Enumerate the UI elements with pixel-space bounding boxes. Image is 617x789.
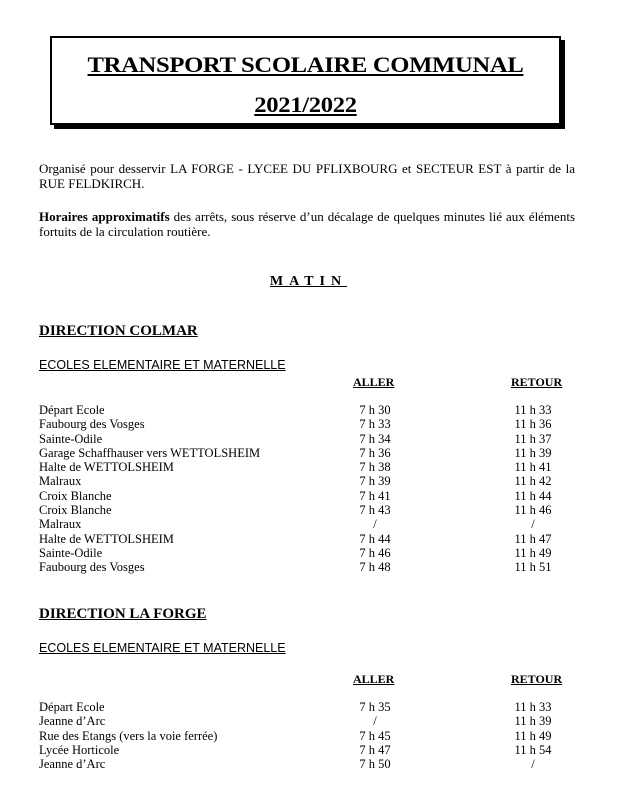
table-row xyxy=(0,503,617,517)
aller-header: ALLER xyxy=(353,672,395,686)
retour-time: 11 h 36 xyxy=(514,417,552,432)
retour-time: 11 h 49 xyxy=(514,545,552,560)
schedule-table-laforge xyxy=(0,700,617,771)
document-title: TRANSPORT SCOLAIRE COMMUNAL xyxy=(87,52,524,77)
direction-subtitle: ECOLES ELEMENTAIRE ET MATERNELLE xyxy=(39,641,286,655)
retour-time: 11 h 37 xyxy=(514,431,552,446)
retour-time: 11 h 49 xyxy=(514,728,552,743)
table-row xyxy=(0,403,617,417)
table-row xyxy=(0,432,617,446)
stop-name: Croix Blanche xyxy=(39,488,112,503)
retour-time: 11 h 44 xyxy=(514,488,552,503)
aller-time: 7 h 36 xyxy=(359,445,391,460)
retour-header: RETOUR xyxy=(511,375,563,389)
table-row xyxy=(0,757,617,771)
direction-title: DIRECTION LA FORGE xyxy=(39,606,207,622)
retour-time: 11 h 47 xyxy=(514,531,552,546)
aller-time: 7 h 46 xyxy=(359,545,391,560)
table-row xyxy=(0,474,617,488)
aller-time: 7 h 38 xyxy=(359,460,391,475)
table-row xyxy=(0,743,617,757)
retour-time: / xyxy=(531,757,535,772)
retour-time: / xyxy=(531,517,535,532)
retour-time: 11 h 33 xyxy=(514,700,552,714)
table-row xyxy=(0,446,617,460)
table-row xyxy=(0,560,617,574)
retour-time: 11 h 51 xyxy=(514,560,552,575)
aller-time: 7 h 44 xyxy=(359,531,391,546)
stop-name: Faubourg des Vosges xyxy=(39,560,145,575)
stop-name: Sainte-Odile xyxy=(39,545,103,560)
aller-time: 7 h 45 xyxy=(359,728,391,743)
stop-name: Malraux xyxy=(39,474,82,489)
schedule-note xyxy=(39,209,575,239)
table-row xyxy=(0,532,617,546)
retour-time: 11 h 42 xyxy=(514,474,552,489)
title-box xyxy=(50,36,561,125)
stop-name: Halte de WETTOLSHEIM xyxy=(39,460,174,475)
table-row xyxy=(0,489,617,503)
retour-time: 11 h 46 xyxy=(514,503,552,518)
intro-paragraph: Organisé pour desservir LA FORGE - LYCEE DU PFLIXBOURG et SECTEUR EST à partir de la RUE FELDKIRCH. xyxy=(39,161,575,191)
table-row xyxy=(0,517,617,531)
retour-time: 11 h 39 xyxy=(514,445,552,460)
schedule-note-bold: Horaires approximatifs xyxy=(39,209,170,224)
document-year: 2021/2022 xyxy=(254,92,357,117)
aller-time: / xyxy=(373,714,377,729)
stop-name: Garage Schaffhauser vers WETTOLSHEIM xyxy=(39,445,261,460)
table-row xyxy=(0,460,617,474)
stop-name: Croix Blanche xyxy=(39,503,112,518)
stop-name: Lycée Horticole xyxy=(39,742,120,757)
aller-time: 7 h 33 xyxy=(359,417,391,432)
stop-name: Jeanne d’Arc xyxy=(39,757,106,772)
aller-time: 7 h 50 xyxy=(359,757,391,772)
table-row xyxy=(0,700,617,714)
aller-header: ALLER xyxy=(353,375,395,389)
aller-time: 7 h 43 xyxy=(359,503,391,518)
aller-time: 7 h 34 xyxy=(359,431,391,446)
aller-time: 7 h 41 xyxy=(359,488,391,503)
retour-time: 11 h 41 xyxy=(514,460,552,475)
retour-time: 11 h 54 xyxy=(514,742,552,757)
table-row xyxy=(0,714,617,728)
retour-time: 11 h 39 xyxy=(514,714,552,729)
direction-title: DIRECTION COLMAR xyxy=(39,323,198,339)
retour-time: 11 h 33 xyxy=(514,403,552,417)
stop-name: Départ Ecole xyxy=(39,700,105,714)
stop-name: Sainte-Odile xyxy=(39,431,103,446)
table-row xyxy=(0,417,617,431)
section-title: MATIN xyxy=(269,274,348,289)
stop-name: Halte de WETTOLSHEIM xyxy=(39,531,174,546)
schedule-table-colmar xyxy=(0,403,617,575)
aller-time: 7 h 48 xyxy=(359,560,391,575)
aller-time: 7 h 39 xyxy=(359,474,391,489)
stop-name: Départ Ecole xyxy=(39,403,105,417)
direction-subtitle: ECOLES ELEMENTAIRE ET MATERNELLE xyxy=(39,358,286,372)
aller-time: / xyxy=(373,517,377,532)
aller-time: 7 h 47 xyxy=(359,742,391,757)
stop-name: Rue des Etangs (vers la voie ferrée) xyxy=(39,728,218,743)
stop-name: Malraux xyxy=(39,517,82,532)
table-row xyxy=(0,729,617,743)
stop-name: Jeanne d’Arc xyxy=(39,714,106,729)
aller-time: 7 h 30 xyxy=(359,403,391,417)
stop-name: Faubourg des Vosges xyxy=(39,417,145,432)
retour-header: RETOUR xyxy=(511,672,563,686)
aller-time: 7 h 35 xyxy=(359,700,391,714)
table-row xyxy=(0,546,617,560)
schedule-note-text: des arrêts, sous réserve d’un décalage de quelques minutes lié aux éléments fortuits de la circulation routière. xyxy=(39,209,576,239)
